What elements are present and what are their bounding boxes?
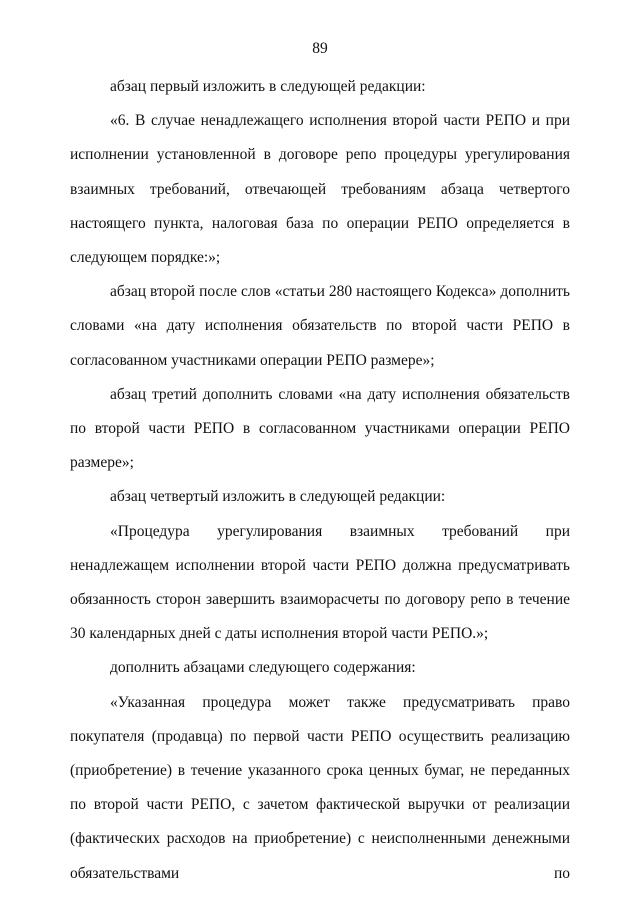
paragraph: абзац первый изложить в следующей редакции: [110,78,426,95]
paragraph: абзац третий дополнить словами «на дату исполнения обязательств по второй части РЕПО в согласованном участниками операции РЕПО размере»; [70,385,570,472]
paragraph: «6. В случае ненадлежащего исполнения второй части РЕПО и при исполнении установленной в договоре репо процедуры урегулирования взаимных требований, отвечающей требованиям абзаца четвертого настоящего пункта, налоговая база по операции РЕПО определяется в следующем порядке:»; [70,112,570,267]
paragraph: абзац четвертый изложить в следующей редакции: [110,488,446,506]
paragraph: «Указанная процедура может также предусматривать право покупателя (продавца) по первой части РЕПО осуществить реализацию (приобретение) в течение указанного срока ценных бумаг, не переданных по второй части РЕПО, с зачетом фактической выручки от реализации (фактических расходов на приобретение) с неисполненными денежными обязательствами по [70,693,570,882]
paragraph: дополнить абзацами следующего содержания: [110,659,416,677]
paragraph: абзац второй после слов «статьи 280 настоящего Кодекса» дополнить словами «на дату исполнения обязательств по второй части РЕПО в согласованном участниками операции РЕПО размере»; [70,283,570,369]
page-number: 89 [312,40,328,57]
paragraph: «Процедура урегулирования взаимных требований при ненадлежащем исполнении второй части РЕПО должна предусматривать обязанность сторон завершить взаиморасчеты по договору репо в течение 30 календарных дней с даты исполнения второй части РЕПО.»; [70,522,570,643]
document-body [70,70,570,891]
